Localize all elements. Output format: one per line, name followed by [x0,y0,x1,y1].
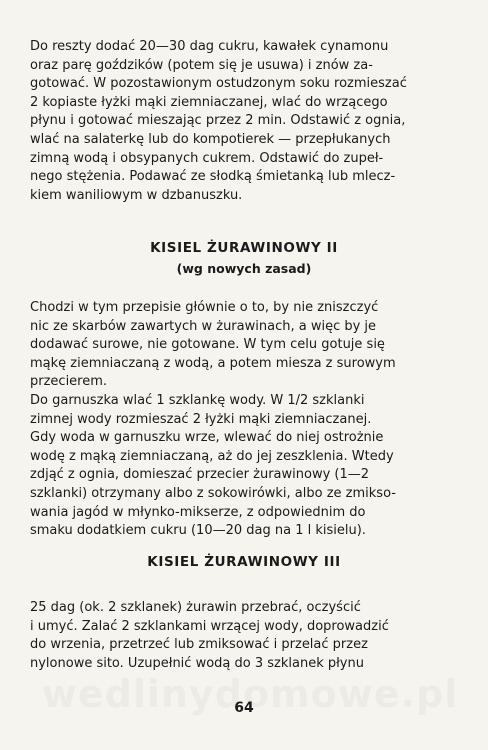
kisiel-3-paragraph-1 [30,599,462,673]
text-line: gotować. W pozostawionym ostudzonym soku rozmieszać [30,76,407,92]
intro-paragraph [30,38,462,205]
text-line: zimną wodą i obsypanych cukrem. Odstawić do zupeł- [30,150,384,166]
text-line: do wrzenia, przetrzeć lub zmiksować i przelać przez [30,637,368,653]
text-line: kiem waniliowym w dzbanuszku. [30,187,243,203]
text-line: Do reszty dodać 20—30 dag cukru, kawałek cynamonu [30,39,389,54]
text-line: Do garnuszka wlać 1 szklankę wody. W 1/2 szklanki [30,393,365,408]
text-line: 2 kopiaste łyżki mąki ziemniaczanej, wlać do wrzącego [30,94,388,110]
kisiel-2-paragraph-1 [30,299,462,392]
text-line: przecierem. [30,374,108,390]
text-line: zimnej wody rozmieszać 2 łyżki mąki ziemniaczanej. [30,411,372,427]
text-line: nic ze skarbów zawartych w żurawinach, a więc by je [30,318,377,334]
text-line: płynu i gotować mieszając przez 2 min. Odstawić z ognia, [30,113,406,129]
text-line: dodawać surowe, nie gotowane. W tym celu gotuje się [30,337,385,353]
section-heading-kisiel-2: KISIEL ŻURAWINOWY II [150,240,338,256]
text-line: smaku dodatkiem cukru (10—20 dag na 1 l kisielu). [30,523,366,539]
text-line: nego stężenia. Podawać ze słodką śmietanką lub mlecz- [30,169,396,185]
text-line: nylonowe sito. Uzupełnić wodą do 3 szklanek płynu [30,655,364,671]
text-line: zdjąć z ognia, domieszać przecier żurawinowy (1—2 [30,467,370,483]
text-line: 25 dag (ok. 2 szklanek) żurawin przebrać, oczyścić [30,600,361,615]
text-line: wania jagód w młynko-mikserze, z odpowiednim do [30,504,366,520]
text-line: mąkę ziemniaczaną z wodą, a potem miesza z surowym [30,355,396,371]
text-line: i umyć. Zalać 2 szklankami wrzącej wody, doprowadzić [30,618,389,634]
text-line: wodę z mąką ziemniaczaną, aż do jej zeszklenia. Wtedy [30,448,394,464]
text-line: wlać na salaterkę lub do kompotierek — przepłukanych [30,131,391,147]
text-line: oraz parę goździków (potem się je usuwa) i znów za- [30,57,373,73]
section-subheading-kisiel-2: (wg nowych zasad) [176,261,312,276]
text-line: szklanki) otrzymany albo z sokowirówki, albo ze zmikso- [30,485,396,501]
section-heading-kisiel-3: KISIEL ŻURAWINOWY III [147,554,341,570]
kisiel-2-paragraph-2 [30,392,462,541]
text-line: Chodzi w tym przepisie głównie o to, by nie zniszczyć [30,300,379,315]
page-number: 64 [234,700,254,716]
text-line: Gdy woda w garnuszku wrze, wlewać do niej ostrożnie [30,430,384,446]
